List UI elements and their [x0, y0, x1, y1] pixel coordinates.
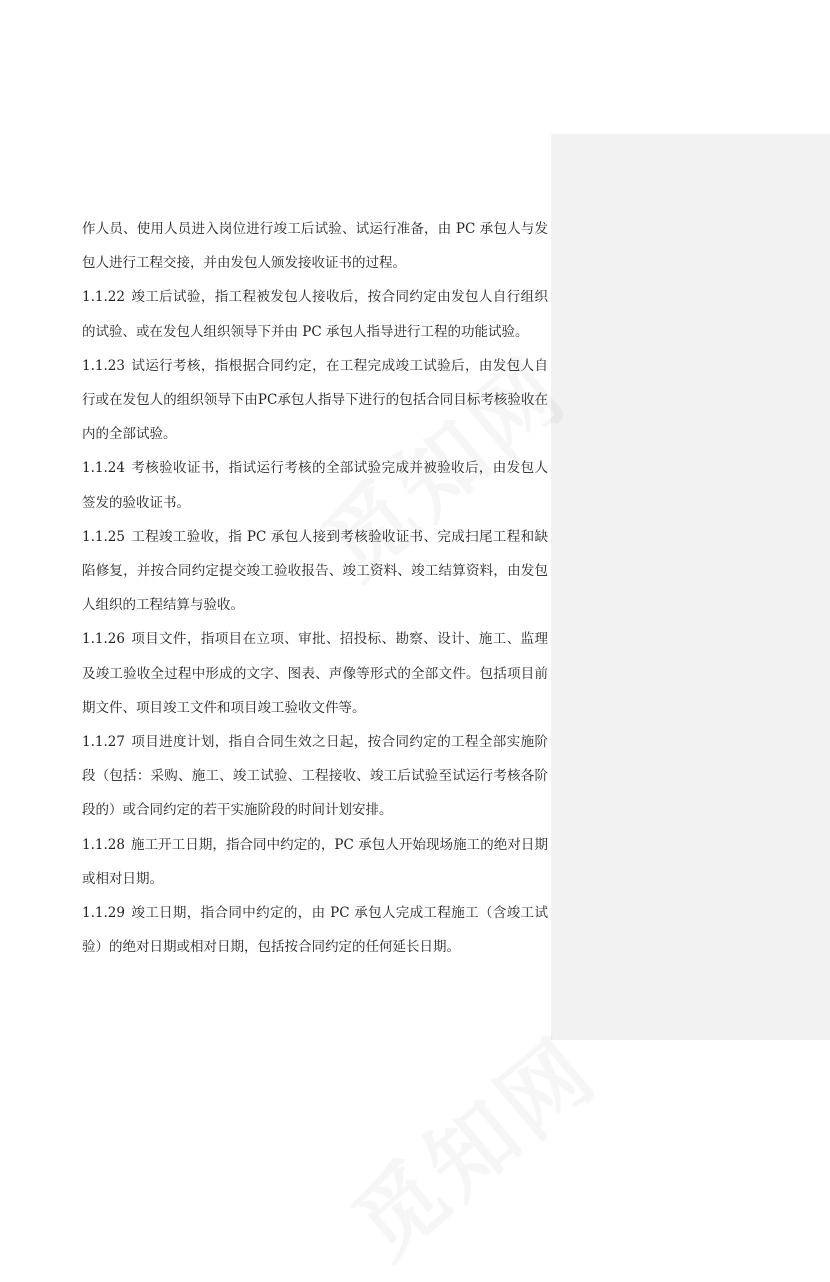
paragraph-text: 项目文件，指项目在立项、审批、招投标、勘察、设计、施工、监理及竣工验收全过程中形成的文字、图表、声像等形式的全部文件。包括项目前期文件、项目竣工文件和项目竣工验收文件等。: [82, 631, 548, 716]
clause-1-1-24: [82, 451, 548, 519]
clause-number: 1.1.24: [82, 460, 125, 477]
clause-1-1-29: [82, 896, 548, 964]
paragraph-text: 竣工后试验，指工程被发包人接收后，按合同约定由发包人自行组织的试验、或在发包人组织领导下并由 PC 承包人指导进行工程的功能试验。: [82, 289, 548, 340]
clause-number: 1.1.25: [82, 528, 125, 545]
paragraph-text: 作人员、使用人员进入岗位进行竣工后试验、试运行准备，由 PC 承包人与发包人进行工程交接，并由发包人颁发接收证书的过程。: [82, 221, 548, 272]
clause-1-1-22: [82, 280, 548, 348]
paragraph-text: 项目进度计划，指自合同生效之日起，按合同约定的工程全部实施阶段（包括：采购、施工、竣工试验、工程接收、竣工后试验至试运行考核各阶段的）或合同约定的若干实施阶段的时间计划安排。: [82, 734, 548, 819]
clause-number: 1.1.29: [82, 905, 125, 922]
paragraph-text: 试运行考核，指根据合同约定，在工程完成竣工试验后，由发包人自行或在发包人的组织领导下由PC承包人指导下进行的包括合同目标考核验收在内的全部试验。: [82, 357, 548, 443]
clause-1-1-25: [82, 520, 548, 623]
clause-1-1-27: [82, 725, 548, 828]
clause-number: 1.1.28: [82, 836, 125, 853]
paragraph-continued: [82, 212, 548, 280]
clause-1-1-23: [82, 349, 548, 452]
document-body: [82, 212, 548, 964]
clause-number: 1.1.22: [82, 289, 125, 306]
watermark: [322, 1004, 619, 1282]
paragraph-text: 工程竣工验收，指 PC 承包人接到考核验收证书、完成扫尾工程和缺陷修复，并按合同约定提交竣工验收报告、竣工资料、竣工结算资料，由发包人组织的工程结算与验收。: [82, 528, 548, 614]
clause-1-1-28: [82, 828, 548, 896]
clause-number: 1.1.27: [82, 734, 125, 751]
paragraph-text: 竣工日期，指合同中约定的，由 PC 承包人完成工程施工（含竣工试验）的绝对日期或相对日期，包括按合同约定的任何延长日期。: [82, 905, 548, 956]
paragraph-text: 施工开工日期，指合同中约定的，PC 承包人开始现场施工的绝对日期或相对日期。: [82, 836, 548, 887]
clause-number: 1.1.23: [82, 357, 125, 374]
paragraph-text: 考核验收证书，指试运行考核的全部试验完成并被验收后，由发包人签发的验收证书。: [82, 460, 548, 511]
clause-number: 1.1.26: [82, 631, 125, 648]
comment-margin-panel: [551, 134, 830, 1040]
clause-1-1-26: [82, 622, 548, 725]
